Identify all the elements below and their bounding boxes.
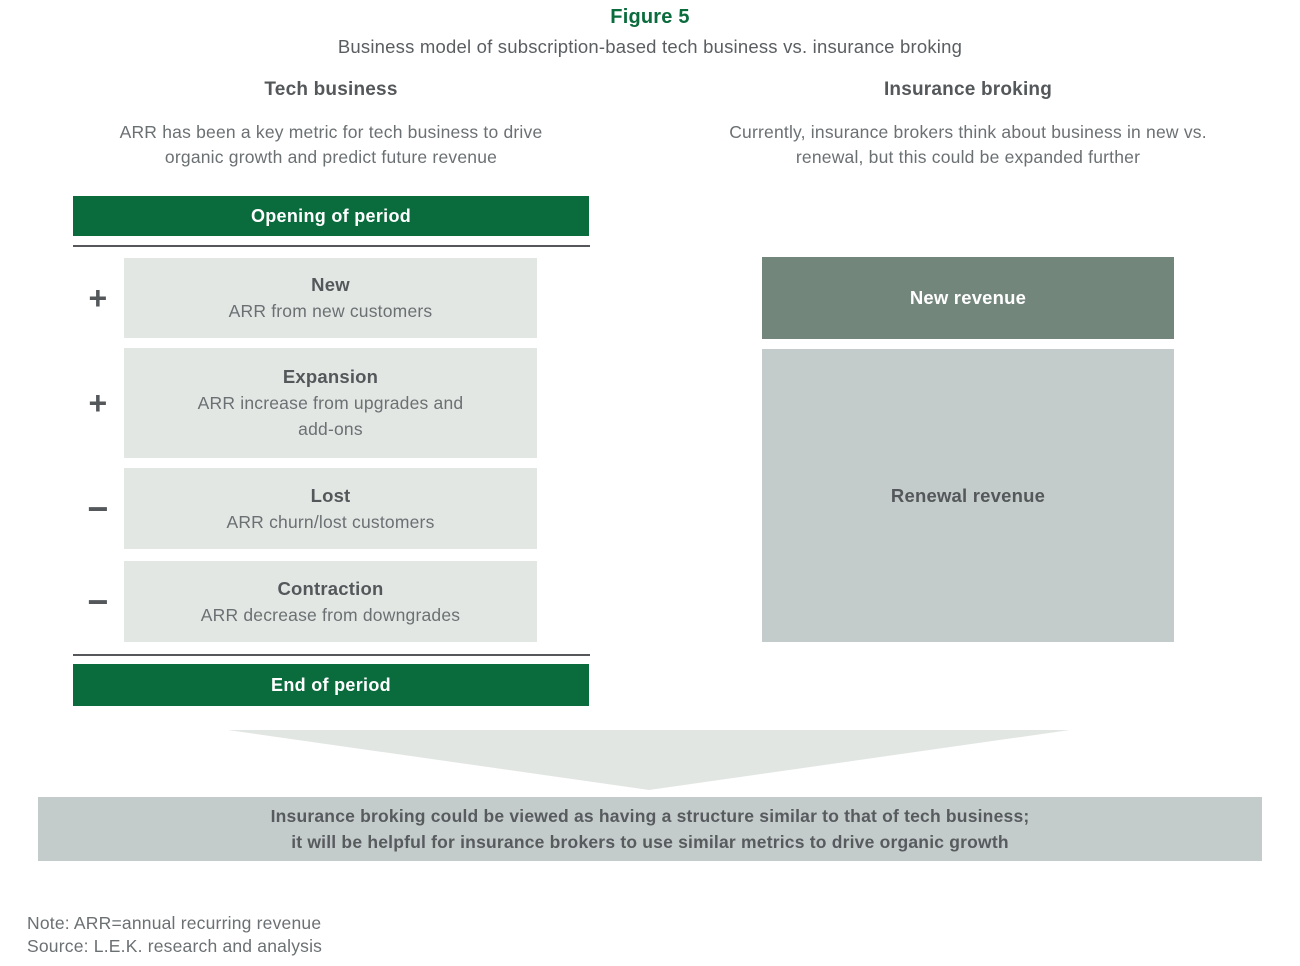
flow-box-subtitle: ARR churn/lost customers (226, 511, 435, 532)
tech-business-header: Tech business (264, 79, 398, 100)
flow-box-subtitle: ARR increase from upgrades and add-ons (197, 393, 464, 439)
flow-box-subtitle: ARR decrease from downgrades (200, 604, 461, 625)
minus-sign: − (87, 487, 109, 529)
flow-box-title: Contraction (277, 577, 384, 599)
divider-bottom (73, 654, 590, 656)
renewal-revenue-box: Renewal revenue (762, 349, 1174, 642)
flow-box-contraction (124, 561, 537, 642)
flow-box-title: New (311, 274, 350, 295)
end-of-period-bar: End of period (73, 664, 589, 706)
down-arrow-icon (228, 730, 1070, 790)
new-revenue-box: New revenue (762, 257, 1174, 339)
plus-sign: + (88, 384, 108, 421)
insurance-broking-description (710, 120, 1226, 170)
note-text: Note: ARR=annual recurring revenue (27, 913, 322, 933)
flow-box-lost (124, 468, 537, 549)
conclusion-banner (38, 797, 1262, 861)
minus-sign: − (87, 580, 109, 622)
figure-title: Business model of subscription-based tech business vs. insurance broking (337, 36, 963, 57)
opening-of-period-bar: Opening of period (73, 196, 589, 236)
tech-business-description-text: ARR has been a key metric for tech business to drive organic growth and predict future revenue (119, 122, 543, 167)
conclusion-line-1: Insurance broking could be viewed as having a structure similar to that of tech business; (270, 806, 1030, 826)
footnotes (27, 912, 322, 958)
conclusion-line-2: it will be helpful for insurance brokers to use similar metrics to drive organic growth (291, 832, 1009, 852)
plus-sign: + (88, 279, 108, 316)
figure-label: Figure 5 (610, 6, 690, 28)
source-text: Source: L.E.K. research and analysis (27, 936, 323, 956)
divider-top (73, 245, 590, 247)
tech-business-description (73, 120, 589, 170)
flow-box-new (124, 258, 537, 338)
flow-box-title: Expansion (282, 366, 379, 387)
flow-box-subtitle: ARR from new customers (228, 301, 433, 321)
flow-box-title: Lost (310, 484, 351, 506)
flow-box-expansion (124, 348, 537, 458)
insurance-broking-description-text: Currently, insurance brokers think about business in new vs. renewal, but this could be expanded further (729, 122, 1207, 167)
insurance-broking-header: Insurance broking (883, 79, 1053, 100)
